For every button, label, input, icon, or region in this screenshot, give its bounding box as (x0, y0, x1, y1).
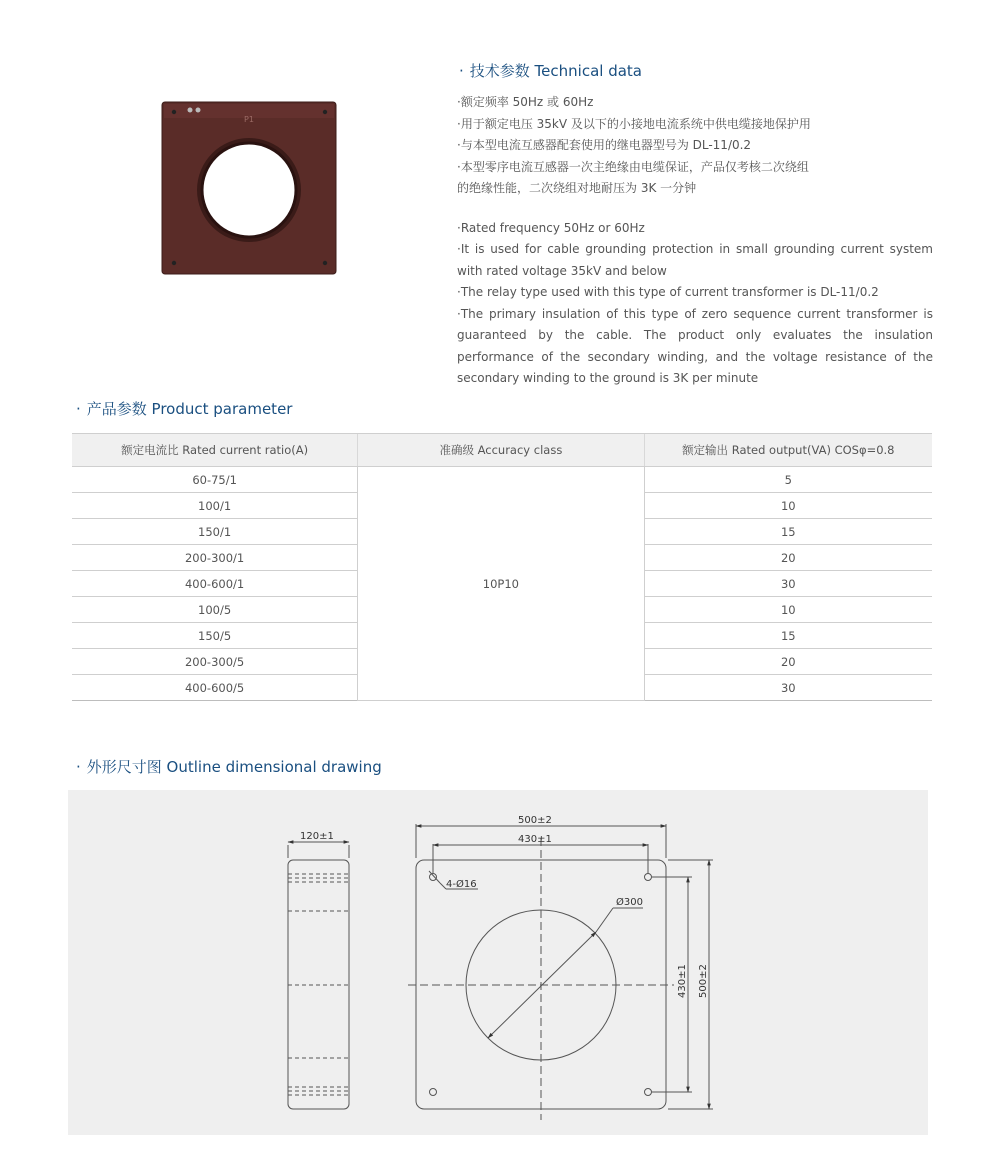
ratio-cell: 60-75/1 (72, 467, 358, 493)
ratio-cell: 200-300/5 (72, 649, 358, 675)
en-item: ·The primary insulation of this type of zero sequence current transformer is guaranteed by the cable. The product only evaluates the insulation performance of the secondary winding, and the voltage resistance of the secondary winding to the ground is 3K per minute (457, 306, 933, 385)
bullet-dot: · (76, 400, 81, 418)
product-photo (160, 100, 338, 276)
dim-inner-v-label: 430±1 (677, 964, 688, 998)
en-item: ·It is used for cable grounding protection in small grounding current system with rated voltage 35kV and below (457, 242, 933, 278)
output-cell: 30 (644, 675, 932, 701)
product-parameter-table (72, 433, 932, 701)
technical-title-text: 技术参数 Technical data (469, 62, 642, 80)
ratio-cell: 200-300/1 (72, 545, 358, 571)
ratio-cell: 100/5 (72, 597, 358, 623)
header-rated-current-ratio: 额定电流比 Rated current ratio(A) (72, 434, 358, 467)
dim-width-label: 120±1 (300, 831, 334, 842)
output-cell: 10 (644, 493, 932, 519)
ratio-cell: 150/1 (72, 519, 358, 545)
header-rated-output: 额定输出 Rated output(VA) COSφ=0.8 (644, 434, 932, 467)
output-cell: 15 (644, 519, 932, 545)
en-item: ·The relay type used with this type of current transformer is DL-11/0.2 (457, 285, 879, 299)
front-view (408, 824, 713, 1120)
photo-marking: P1 (244, 115, 254, 124)
table-header-row (72, 434, 932, 467)
technical-data-title (459, 60, 642, 81)
outline-title-text: 外形尺寸图 Outline dimensional drawing (86, 758, 382, 776)
cn-item: ·本型零序电流互感器一次主绝缘由电缆保证，产品仅考核二次绕组 (457, 159, 809, 174)
outline-drawing-panel (68, 790, 928, 1135)
technical-data-list (457, 92, 933, 390)
product-parameter-title (76, 398, 292, 419)
header-accuracy-class: 准确级 Accuracy class (358, 434, 644, 467)
dim-inner-label: 430±1 (518, 834, 552, 845)
output-cell: 30 (644, 571, 932, 597)
output-cell: 20 (644, 649, 932, 675)
ratio-cell: 400-600/1 (72, 571, 358, 597)
cn-item: ·与本型电流互感器配套使用的继电器型号为 DL-11/0.2 (457, 138, 752, 152)
bullet-dot: · (459, 62, 464, 80)
cn-item: 的绝缘性能，二次绕组对地耐压为 3K 一分钟 (457, 181, 697, 195)
outline-drawing (68, 790, 928, 1135)
ratio-cell: 400-600/5 (72, 675, 358, 701)
dim-outer-label: 500±2 (518, 815, 552, 826)
dim-holes-label: 4-Ø16 (446, 879, 477, 890)
side-view (288, 842, 349, 1109)
dim-outer-v-label: 500±2 (698, 964, 709, 998)
cn-item: ·用于额定电压 35kV 及以下的小接地电流系统中供电缆接地保护用 (457, 116, 811, 131)
output-cell: 10 (644, 597, 932, 623)
ratio-cell: 100/1 (72, 493, 358, 519)
output-cell: 5 (644, 467, 932, 493)
output-cell: 20 (644, 545, 932, 571)
en-item: ·Rated frequency 50Hz or 60Hz (457, 220, 645, 235)
cn-item: ·额定频率 50Hz 或 60Hz (457, 95, 594, 109)
outline-drawing-title (76, 756, 382, 777)
output-cell: 15 (644, 623, 932, 649)
dim-bore-label: Ø300 (616, 897, 643, 908)
table-row (72, 467, 932, 493)
accuracy-class-cell: 10P10 (358, 467, 644, 701)
bullet-dot: · (76, 758, 81, 776)
product-title-text: 产品参数 Product parameter (86, 400, 293, 418)
ratio-cell: 150/5 (72, 623, 358, 649)
